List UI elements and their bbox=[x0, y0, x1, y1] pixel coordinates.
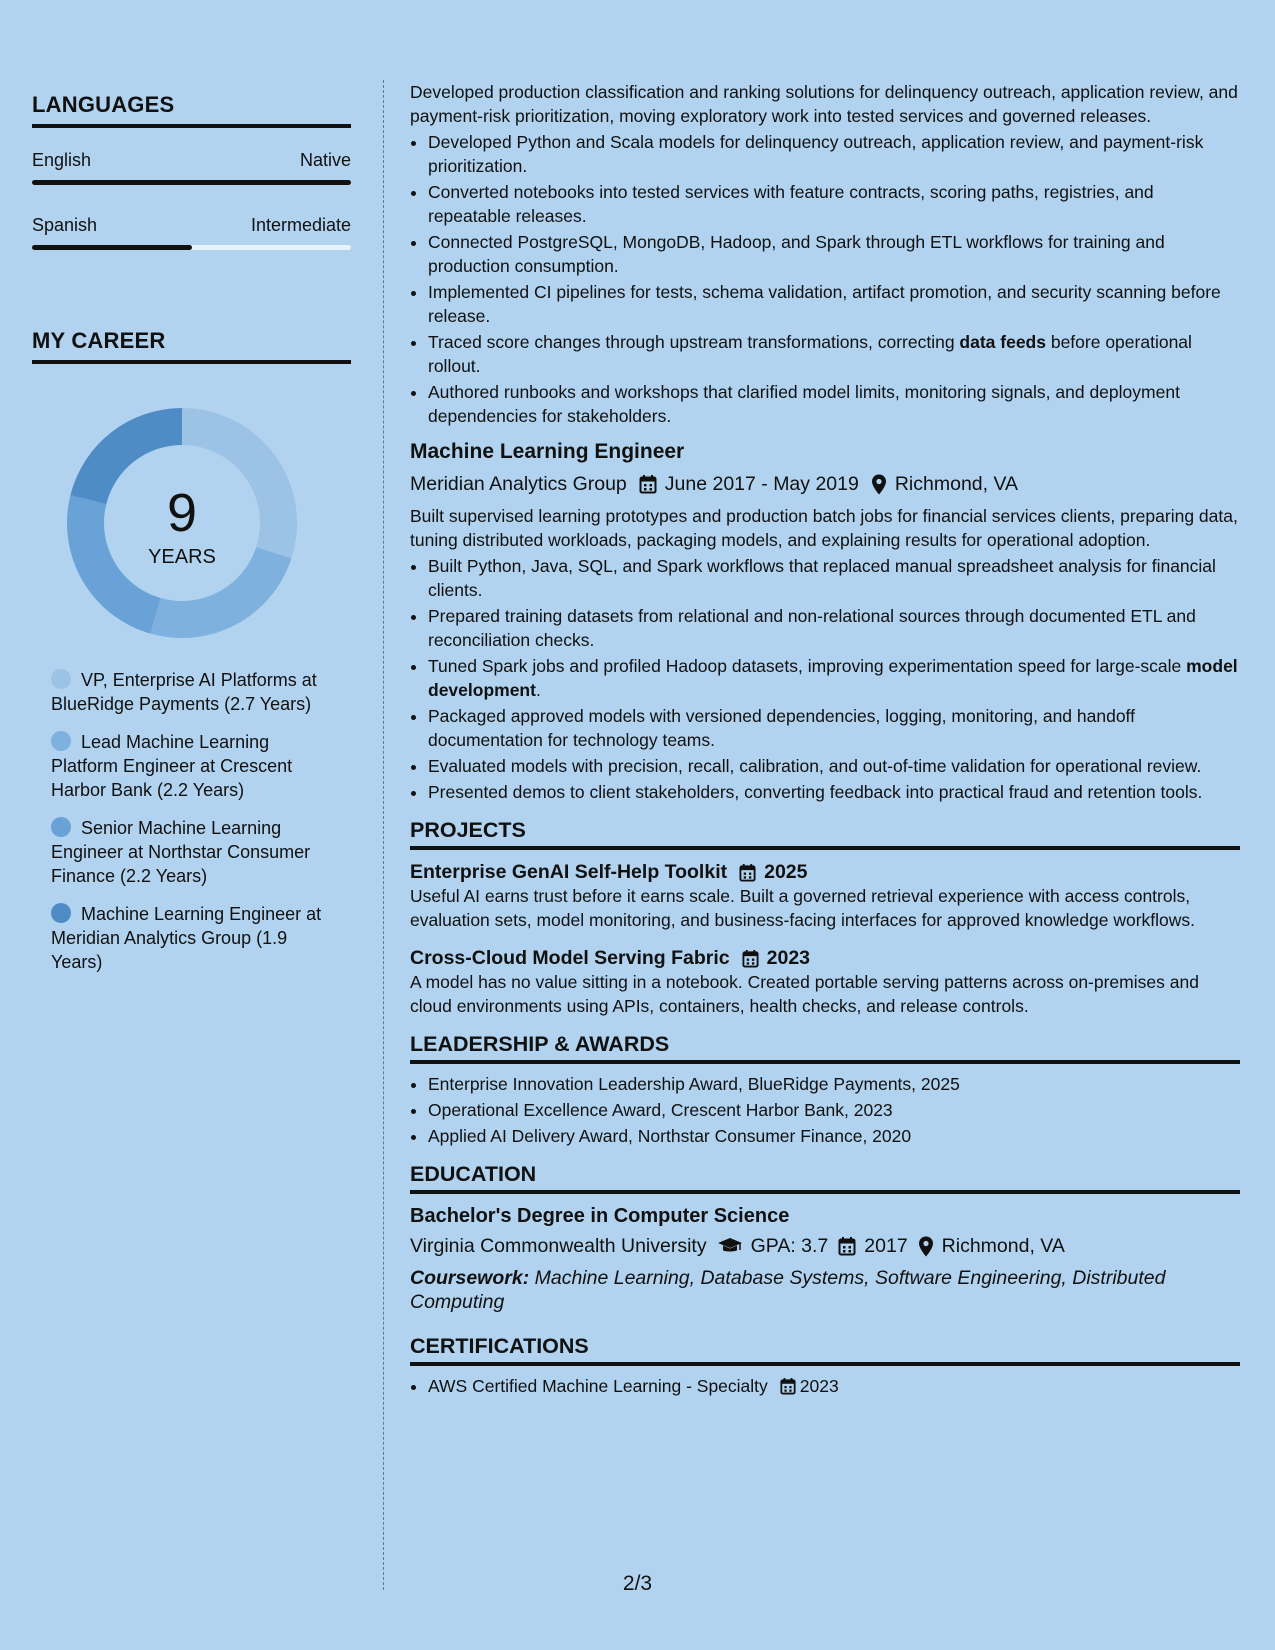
legend-item: Senior Machine Learning Engineer at Northstar Consumer Finance (2.2 Years) bbox=[51, 818, 311, 886]
graduation-cap-icon bbox=[717, 1237, 743, 1255]
language-english bbox=[32, 150, 351, 185]
school-location: Richmond, VA bbox=[941, 1235, 1065, 1257]
career-years-label: YEARS bbox=[148, 545, 216, 568]
education-meta bbox=[410, 1234, 1240, 1258]
legend-item: Machine Learning Engineer at Meridian Analytics Group (1.9 Years) bbox=[51, 904, 322, 972]
experience-entry bbox=[410, 440, 1240, 804]
certifications-list bbox=[410, 1374, 1240, 1398]
calendar-icon bbox=[780, 1377, 796, 1395]
job-bullet: • Evaluated models with precision, recall, calibration, and out-of-time validation for operational review. bbox=[428, 754, 1240, 778]
language-name: Spanish bbox=[32, 215, 98, 235]
education-entry bbox=[410, 1204, 1240, 1314]
legend-dot bbox=[51, 731, 71, 751]
project-title: Cross-Cloud Model Serving Fabric bbox=[410, 947, 730, 969]
certification-year: 2023 bbox=[799, 1376, 839, 1396]
legend-item: VP, Enterprise AI Platforms at BlueRidge Payments (2.7 Years) bbox=[51, 670, 317, 714]
column-divider bbox=[383, 80, 384, 1590]
education-heading: EDUCATION bbox=[410, 1162, 1240, 1194]
graduation-year: 2017 bbox=[864, 1235, 908, 1257]
job-dates: June 2017 - May 2019 bbox=[664, 473, 859, 495]
job-summary: Built supervised learning prototypes and production batch jobs for financial services clients, preparing data, tuning distributed workloads, packaging models, and explaining results for operational adoption. bbox=[410, 506, 1238, 550]
awards-list bbox=[410, 1072, 1240, 1148]
page-number: 2/3 bbox=[622, 1572, 653, 1595]
languages-heading: LANGUAGES bbox=[32, 92, 351, 128]
award-item: • Enterprise Innovation Leadership Award, BlueRidge Payments, 2025 bbox=[428, 1072, 1240, 1096]
job-bullet: • Implemented CI pipelines for tests, schema validation, artifact promotion, and security scanning before release. bbox=[428, 280, 1240, 328]
certification-name: • AWS Certified Machine Learning - Specialty bbox=[428, 1376, 768, 1396]
left-column bbox=[32, 92, 351, 988]
job-bullet: • Built Python, Java, SQL, and Spark workflows that replaced manual spreadsheet analysis for financial clients. bbox=[428, 554, 1240, 602]
location-pin-icon bbox=[871, 474, 887, 495]
degree-title: Bachelor's Degree in Computer Science bbox=[410, 1205, 790, 1227]
language-proficiency-bar bbox=[32, 180, 351, 185]
language-proficiency-bar bbox=[32, 245, 351, 250]
job-bullet: • Packaged approved models with versioned dependencies, logging, monitoring, and handoff documentation for technology teams. bbox=[428, 704, 1240, 752]
legend-item: Lead Machine Learning Platform Engineer at Crescent Harbor Bank (2.2 Years) bbox=[51, 732, 293, 800]
job-bullet: • Prepared training datasets from relational and non-relational sources through documented ETL and reconciliation checks. bbox=[428, 604, 1240, 652]
project-description: A model has no value sitting in a notebook. Created portable serving patterns across on-premises and cloud environments using APIs, containers, health checks, and release controls. bbox=[410, 972, 1199, 1016]
calendar-icon bbox=[838, 1236, 856, 1256]
job-bullets bbox=[410, 554, 1240, 804]
calendar-icon bbox=[742, 949, 759, 968]
language-spanish bbox=[32, 215, 351, 250]
job-meta bbox=[410, 472, 1240, 496]
school-name: Virginia Commonwealth University bbox=[410, 1235, 707, 1257]
job-bullet: • Traced score changes through upstream transformations, correcting data feeds before operational rollout. bbox=[428, 330, 1240, 378]
award-item: • Applied AI Delivery Award, Northstar Consumer Finance, 2020 bbox=[428, 1124, 1240, 1148]
projects-heading: PROJECTS bbox=[410, 818, 1240, 850]
job-bullet: • Authored runbooks and workshops that clarified model limits, monitoring signals, and deployment dependencies for stakeholders. bbox=[428, 380, 1240, 428]
job-summary: Developed production classification and ranking solutions for delinquency outreach, application review, and payment-risk prioritization, moving exploratory work into tested services and governed releases. bbox=[410, 82, 1238, 126]
calendar-icon bbox=[639, 474, 657, 494]
career-total-years: 9 bbox=[166, 482, 198, 543]
language-level: Intermediate bbox=[250, 215, 351, 235]
company-name: Meridian Analytics Group bbox=[410, 473, 627, 495]
job-bullet: • Developed Python and Scala models for delinquency outreach, application review, and payment-risk prioritization. bbox=[428, 130, 1240, 178]
legend-dot bbox=[51, 669, 71, 689]
job-bullet: • Tuned Spark jobs and profiled Hadoop datasets, improving experimentation speed for large-scale model development. bbox=[428, 654, 1240, 702]
certifications-heading: CERTIFICATIONS bbox=[410, 1334, 1240, 1366]
award-item: • Operational Excellence Award, Crescent Harbor Bank, 2023 bbox=[428, 1098, 1240, 1122]
project-entry bbox=[410, 860, 1240, 932]
location-pin-icon bbox=[918, 1236, 934, 1257]
job-bullet: • Presented demos to client stakeholders, converting feedback into practical fraud and retention tools. bbox=[428, 780, 1240, 804]
project-entry bbox=[410, 946, 1240, 1018]
job-title: Machine Learning Engineer bbox=[410, 440, 685, 463]
gpa: GPA: 3.7 bbox=[750, 1235, 829, 1257]
project-year: 2023 bbox=[766, 947, 811, 969]
coursework: Coursework: Machine Learning, Database Systems, Software Engineering, Distributed Computing bbox=[410, 1267, 1166, 1313]
legend-dot bbox=[51, 903, 71, 923]
career-legend bbox=[32, 668, 341, 974]
project-description: Useful AI earns trust before it earns scale. Built a governed retrieval experience with access controls, evaluation sets, model monitoring, and business-facing interfaces for approved knowledge workflows. bbox=[410, 886, 1196, 930]
language-level: Native bbox=[299, 150, 351, 170]
career-donut-chart bbox=[67, 408, 297, 638]
job-location: Richmond, VA bbox=[894, 473, 1019, 495]
project-year: 2025 bbox=[764, 861, 808, 883]
experience-entry-continued bbox=[410, 80, 1240, 428]
job-bullet: • Connected PostgreSQL, MongoDB, Hadoop, and Spark through ETL workflows for training and production consumption. bbox=[428, 230, 1240, 278]
calendar-icon bbox=[739, 863, 756, 882]
awards-heading: LEADERSHIP & AWARDS bbox=[410, 1032, 1240, 1064]
language-proficiency-fill bbox=[32, 180, 351, 185]
project-title: Enterprise GenAI Self-Help Toolkit bbox=[410, 861, 728, 883]
right-column bbox=[410, 80, 1240, 1400]
career-heading: MY CAREER bbox=[32, 328, 351, 364]
job-bullet: • Converted notebooks into tested services with feature contracts, scoring paths, registries, and repeatable releases. bbox=[428, 180, 1240, 228]
language-proficiency-fill bbox=[32, 245, 192, 250]
certification-item bbox=[428, 1374, 1240, 1398]
job-bullets bbox=[410, 130, 1240, 428]
language-name: English bbox=[32, 150, 92, 170]
legend-dot bbox=[51, 817, 71, 837]
